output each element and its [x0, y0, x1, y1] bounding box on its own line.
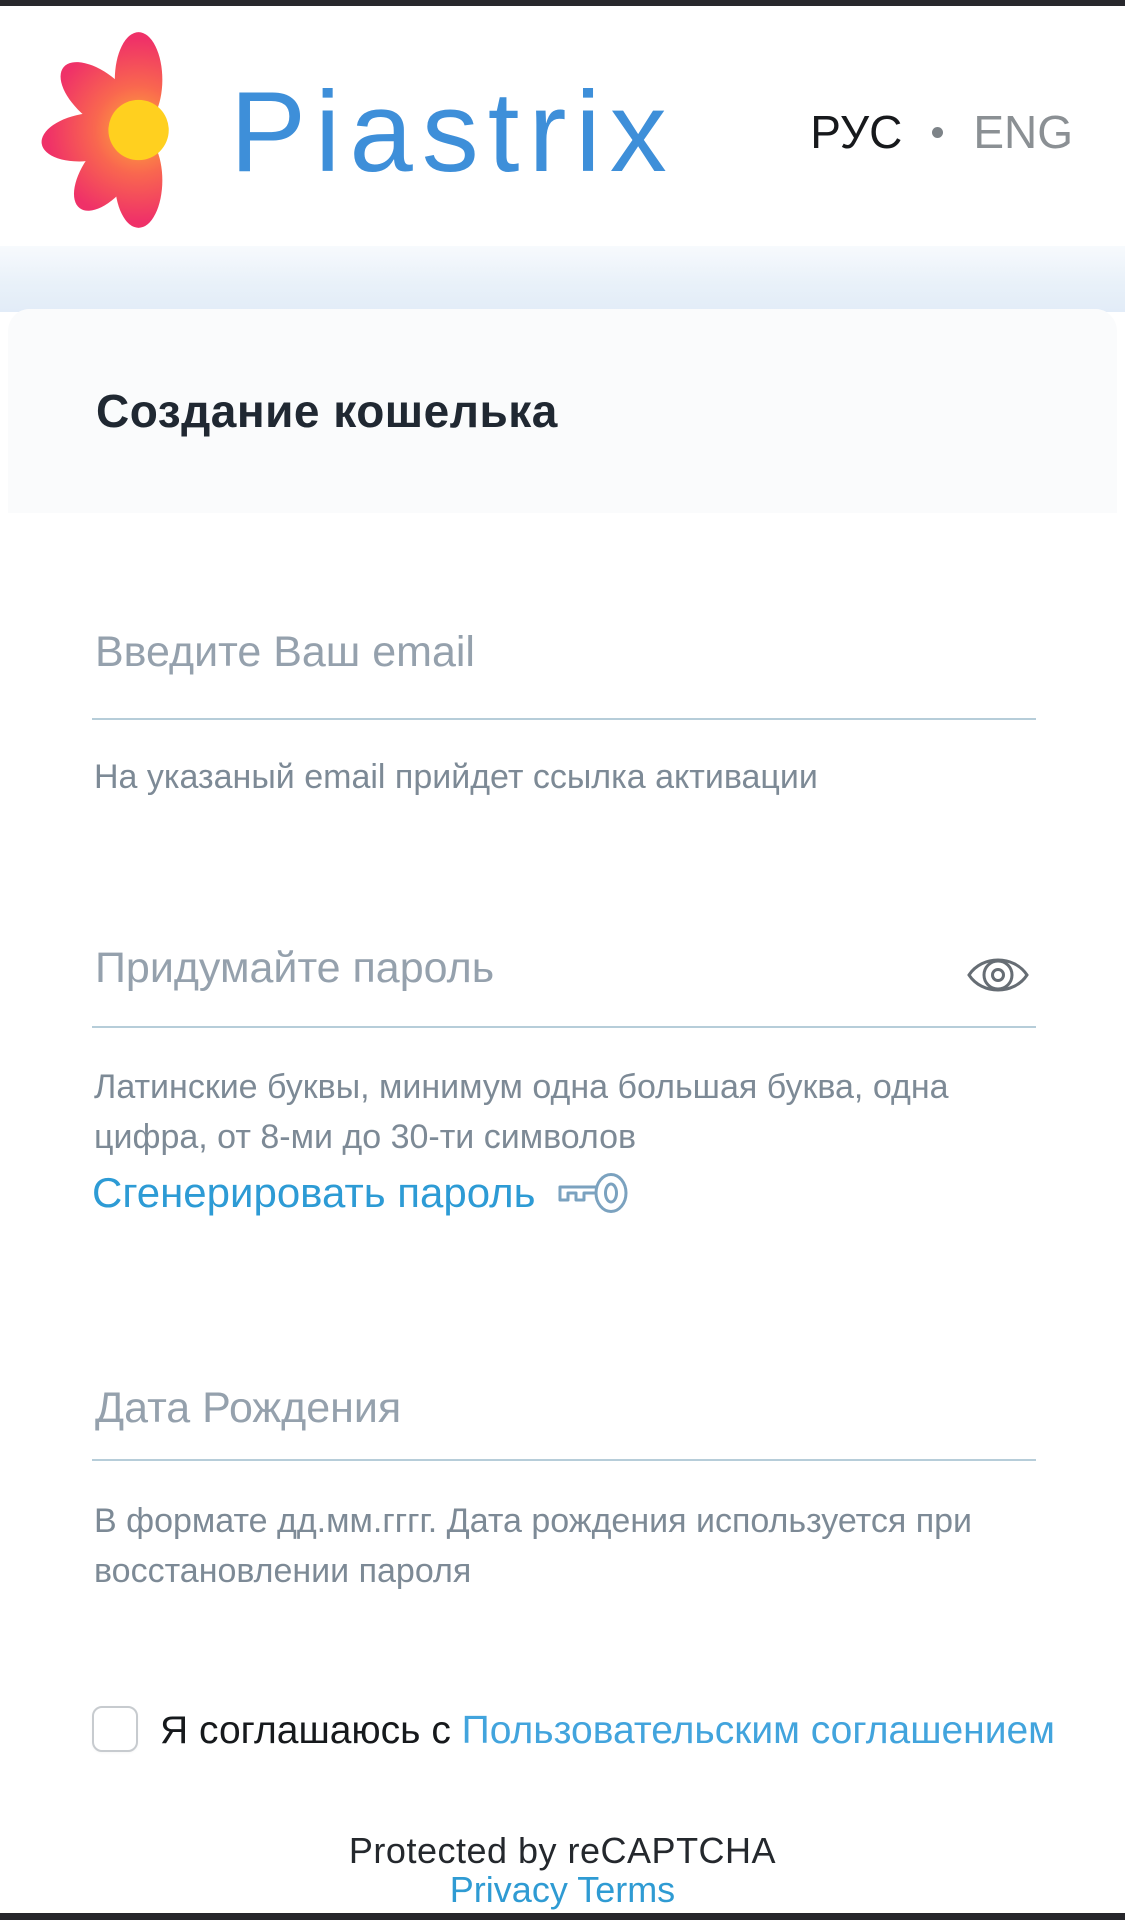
agreement-text: Я соглашаюсь с: [160, 1709, 451, 1752]
logo-link[interactable]: [0, 12, 720, 252]
header: [0, 6, 1125, 246]
page-title: Создание кошелька: [96, 385, 558, 437]
password-visibility-toggle[interactable]: [961, 941, 1035, 1009]
language-separator-dot: [932, 127, 943, 138]
terms-link[interactable]: Terms: [577, 1869, 676, 1910]
recaptcha-notice: Protected by reCAPTCHA: [348, 1830, 777, 1871]
language-option-eng[interactable]: ENG: [973, 106, 1073, 158]
key-icon: [552, 1164, 632, 1222]
agreement-label: [160, 1709, 1060, 1753]
user-agreement-link[interactable]: Пользовательским соглашением: [461, 1709, 1055, 1752]
agreement-checkbox[interactable]: [92, 1706, 138, 1752]
birthdate-input[interactable]: [92, 1368, 1036, 1461]
generate-password-label: Сгенерировать пароль: [92, 1169, 536, 1216]
generate-password-link[interactable]: [92, 1164, 632, 1222]
eye-icon: [965, 949, 1031, 1001]
privacy-link[interactable]: Privacy: [449, 1869, 568, 1910]
card-header: [8, 309, 1117, 513]
email-input[interactable]: [92, 612, 1036, 720]
recaptcha-links: [0, 1869, 1125, 1911]
header-accent-band: [0, 246, 1125, 312]
flower-logo-icon: [38, 34, 230, 226]
birthdate-helper-text: В формате дд.мм.гггг. Дата рождения используется при восстановлении пароля: [94, 1502, 973, 1590]
language-option-rus[interactable]: РУС: [810, 106, 903, 158]
bottom-bar: [0, 1913, 1125, 1920]
language-switcher: [810, 12, 1073, 252]
password-input[interactable]: [92, 928, 1036, 1028]
email-helper-text: На указаный email прийдет ссылка активации: [94, 758, 818, 796]
brand-name: Piastrix: [230, 68, 676, 196]
password-helper-text: Латинские буквы, минимум одна большая буква, одна цифра, от 8-ми до 30-ти символов: [94, 1068, 949, 1156]
